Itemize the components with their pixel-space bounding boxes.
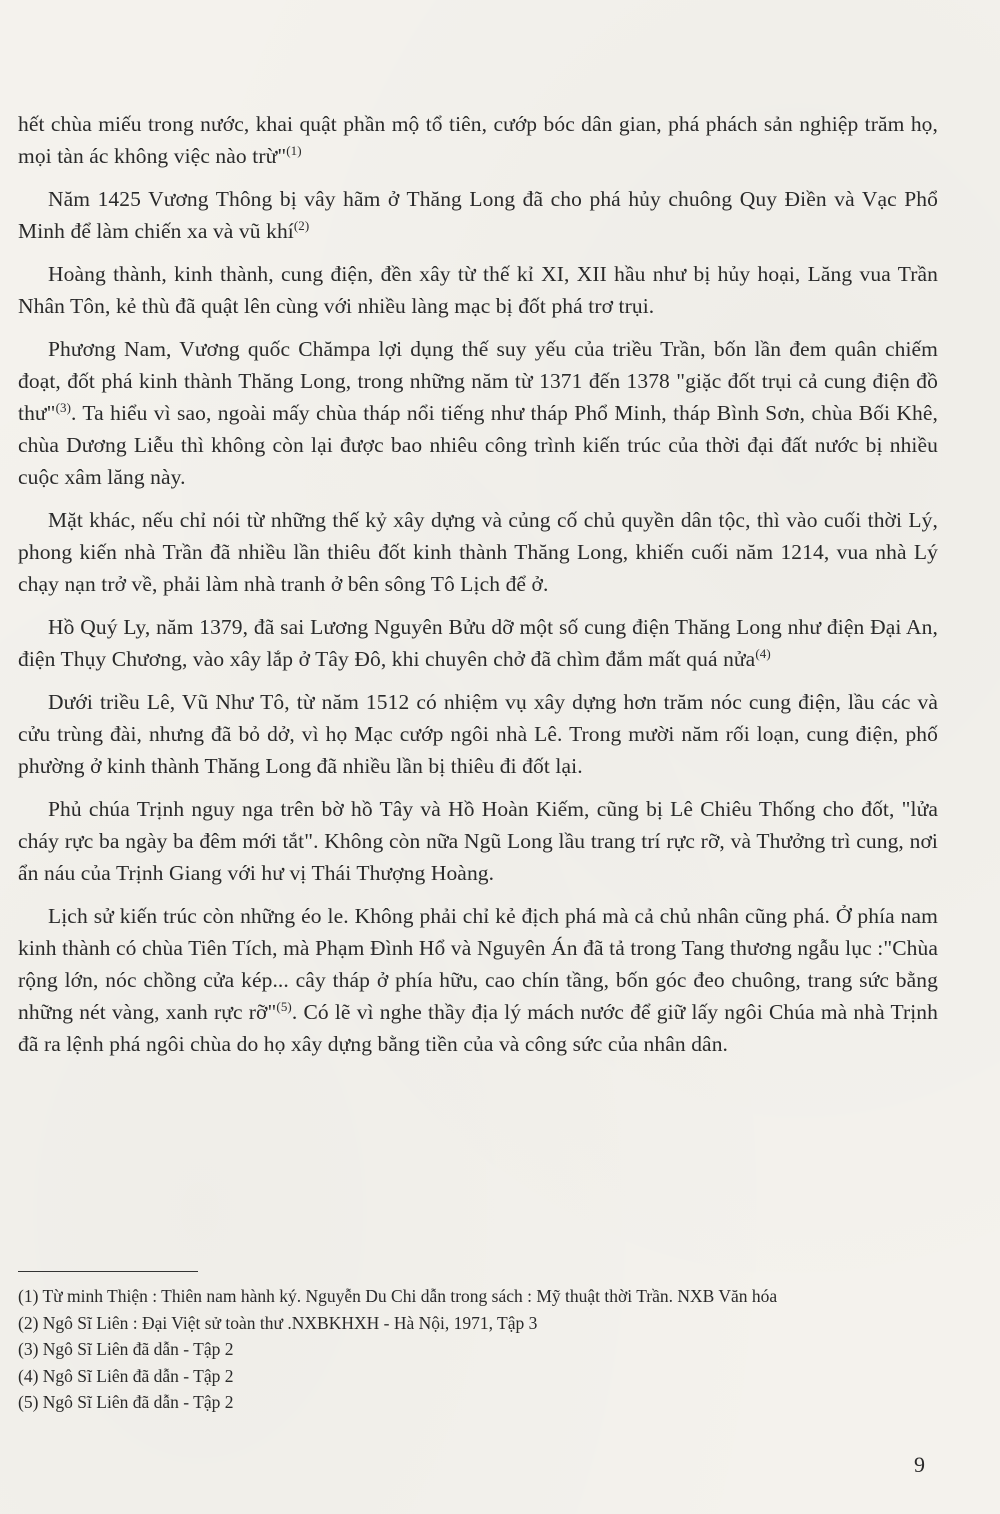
footnote-1: (1) Từ minh Thiện : Thiên nam hành ký. Nguyễn Du Chi dẫn trong sách : Mỹ thuật thời Trần. NXB Văn hóa <box>18 1286 778 1306</box>
footnote-4: (4) Ngô Sĩ Liên đã dẫn - Tập 2 <box>18 1365 234 1386</box>
paragraph-text: Phủ chúa Trịnh nguy nga trên bờ hồ Tây và Hồ Hoàn Kiếm, cũng bị Lê Chiêu Thống cho đốt, "lửa cháy rực ba ngày ba đêm mới tắt". Không còn nữa Ngũ Long lầu trang trí rực rỡ, và Thưởng trì cung, nơi ẩn náu của Trịnh Giang với hư vị Thái Thượng Hoàng. <box>18 797 938 885</box>
paragraph-text: Dưới triều Lê, Vũ Như Tô, từ năm 1512 có nhiệm vụ xây dựng hơn trăm nóc cung điện, lầu các và cửu trùng đài, nhưng đã bỏ dở, vì họ Mạc cướp ngôi nhà Lê. Trong mười năm rối loạn, cung điện, phố phường ở kinh thành Thăng Long đã nhiều lần bị thiêu đi đốt lại. <box>18 690 938 778</box>
paragraph-text: Lịch sử kiến trúc còn những éo le. Không phải chỉ kẻ địch phá mà cả chủ nhân cũng phá. Ở phía nam kinh thành có chùa Tiên Tích, mà Phạm Đình Hổ và Nguyên Án đã tả trong Tang thương ngẫu lục :"Chùa rộng lớn, nóc chồng cửa kép... cây tháp ở phía hữu, cao chín tầng, bốn góc đeo chuông, trang sức bằng những nét vàng, xanh rực rỡ" <box>18 904 938 1024</box>
paragraph-8 <box>18 793 938 889</box>
body-text <box>18 108 938 1071</box>
paragraph-text: Mặt khác, nếu chỉ nói từ những thế kỷ xây dựng và củng cố chủ quyền dân tộc, thì vào cuối thời Lý, phong kiến nhà Trần đã nhiều lần thiêu đốt kinh thành Thăng Long, khiến cuối năm 1214, vua nhà Lý chạy nạn trở về, phải làm nhà tranh ở bên sông Tô Lịch để ở. <box>18 508 938 596</box>
footnote-marker: (2) <box>293 217 310 233</box>
paragraph-4 <box>18 333 938 493</box>
paragraph-7 <box>18 686 938 782</box>
paragraph-1 <box>18 108 938 172</box>
paragraph-5 <box>18 504 938 600</box>
footnote-marker: (3) <box>55 399 72 415</box>
footnote-2: (2) Ngô Sĩ Liên : Đại Việt sử toàn thư .NXBKHXH - Hà Nội, 1971, Tập 3 <box>18 1312 538 1333</box>
page-number: 9 <box>914 1452 925 1477</box>
footnote-separator <box>18 1271 198 1272</box>
paragraph-9 <box>18 900 938 1060</box>
footnote-3: (3) Ngô Sĩ Liên đã dẫn - Tập 2 <box>18 1339 234 1359</box>
paragraph-text: Hồ Quý Ly, năm 1379, đã sai Lương Nguyên Bửu dỡ một số cung điện Thăng Long như điện Đại An, điện Thụy Chương, vào xây lắp ở Tây Đô, khi chuyên chở đã chìm đắm mất quá nửa <box>18 615 938 671</box>
footnote-marker: (1) <box>286 142 302 158</box>
paragraph-text: Hoàng thành, kinh thành, cung điện, đền xây từ thế kỉ XI, XII hầu như bị hủy hoại, Lăng vua Trần Nhân Tôn, kẻ thù đã quật lên cùng với nhiều làng mạc bị đốt phá trơ trụi. <box>18 262 938 318</box>
paragraph-text: Phương Nam, Vương quốc Chămpa lợi dụng thế suy yếu của triều Trần, bốn lần đem quân chiếm đoạt, đốt phá kinh thành Thăng Long, trong những năm từ 1371 đến 1378 "giặc đốt trụi cả cung điện đồ thư" <box>18 337 938 425</box>
paragraph-text: . Có lẽ vì nghe thầy địa lý mách nước để giữ lấy ngôi Chúa mà nhà Trịnh đã ra lệnh phá ngôi chùa do họ xây dựng bằng tiền của và công sức của nhân dân. <box>18 1000 939 1056</box>
paragraph-text: Năm 1425 Vương Thông bị vây hãm ở Thăng Long đã cho phá hủy chuông Quy Điền và Vạc Phổ Minh để làm chiến xa và vũ khí <box>18 187 938 243</box>
paragraph-text: hết chùa miếu trong nước, khai quật phần mộ tổ tiên, cướp bóc dân gian, phá phách sản nghiệp trăm họ, mọi tàn ác không việc nào trừ" <box>18 112 938 168</box>
paragraph-text: . Ta hiểu vì sao, ngoài mấy chùa tháp nổi tiếng như tháp Phổ Minh, tháp Bình Sơn, chùa Bối Khê, chùa Dương Liễu thì không còn lại được bao nhiêu công trình kiến trúc của thời đại đất nước bị nhiều cuộc xâm lăng này. <box>18 401 938 489</box>
paragraph-2 <box>18 183 938 247</box>
footnote-marker: (4) <box>755 645 771 661</box>
paragraph-6 <box>18 611 938 675</box>
footnote-5: (5) Ngô Sĩ Liên đã dẫn - Tập 2 <box>18 1392 234 1412</box>
footnotes <box>18 1283 948 1416</box>
footnote-marker: (5) <box>276 998 292 1014</box>
paragraph-3 <box>18 258 938 322</box>
